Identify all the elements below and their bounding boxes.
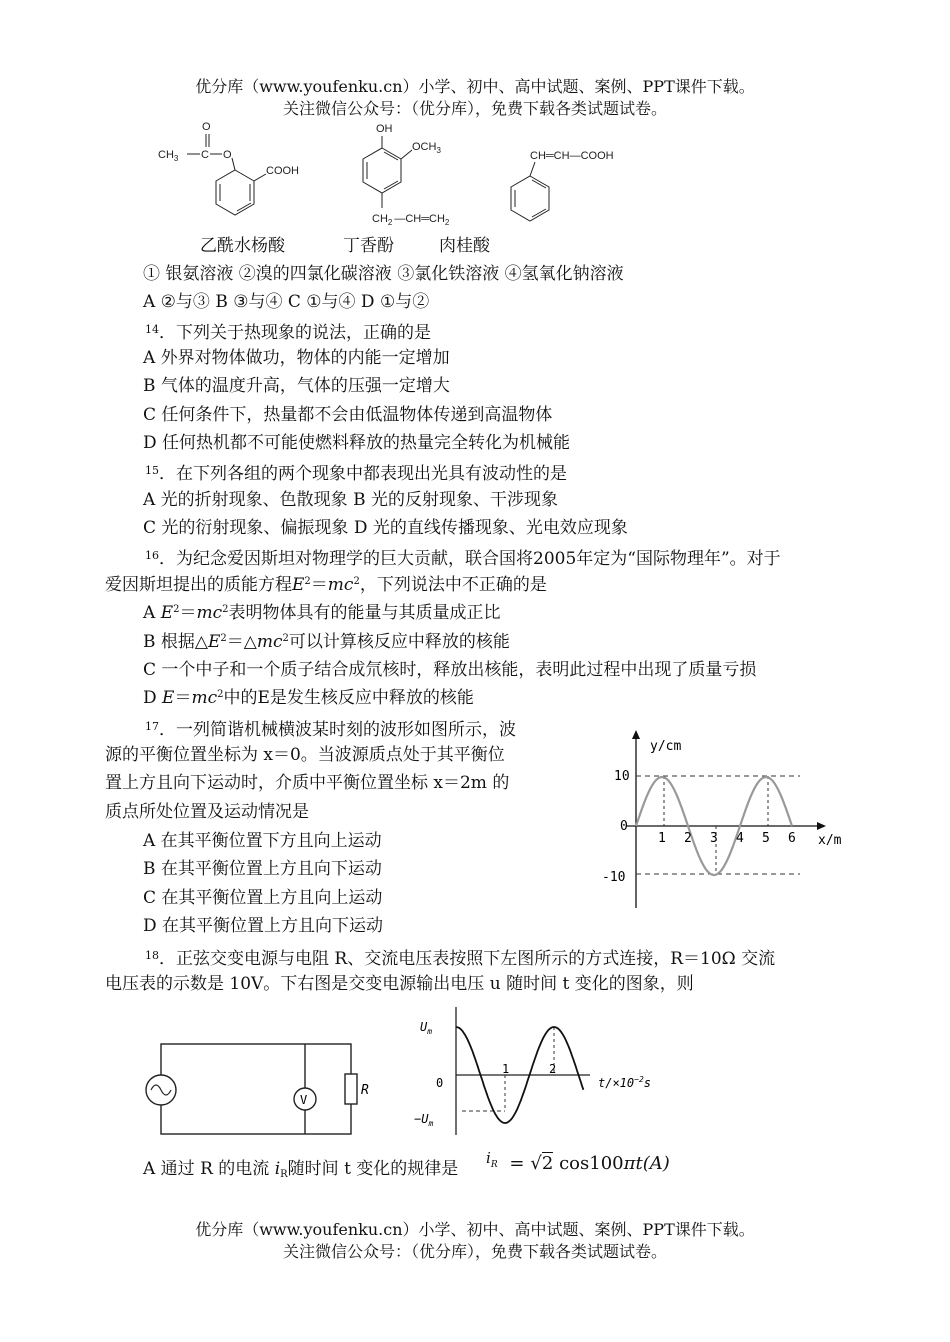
page-header-line1: 优分库（www.youfenku.cn）小学、初中、高中试题、案例、PPT课件下载。 (195, 77, 755, 96)
q14-option-a: A 外界对物体做功，物体的内能一定增加 (143, 348, 450, 368)
wave-xlabel: x/m (818, 833, 842, 848)
q16-option-c: C 一个中子和一个质子结合成氘核时，释放出核能，表明此过程中出现了质量亏损 (143, 660, 757, 680)
ac-um: $U_m$ (420, 1020, 433, 1036)
q18-a-formula: $^i_R$ = √2 cos100πt(A) (486, 1149, 670, 1174)
q17-option-a: A 在其平衡位置下方且向上运动 (143, 831, 382, 851)
page-footer-line1: 优分库（www.youfenku.cn）小学、初中、高中试题、案例、PPT课件下载。 (195, 1220, 755, 1239)
wave-x-tick-1: 1 (658, 831, 666, 846)
circuit-wires (161, 1044, 351, 1134)
aspirin-label: 乙酰水杨酸 (200, 236, 285, 256)
q16-stem-line1: $^{16}$．为纪念爱因斯坦对物理学的巨大贡献，联合国将2005年定为“国际物理年”。对于 (145, 549, 781, 569)
q16-option-d: D $E=mc^2$中的E是发生核反应中释放的核能 (143, 688, 474, 708)
q18-stem-line2: 电压表的示数是 10V。下右图是交变电源输出电压 u 随时间 t 变化的图象，则 (105, 974, 694, 994)
voltmeter-label: V (300, 1093, 308, 1107)
carbonyl-c: C (201, 149, 209, 161)
ester-o: O (223, 149, 232, 161)
ac-t1: 1 (502, 1062, 510, 1076)
cinnamic-label: 肉桂酸 (439, 236, 490, 256)
wave-x-tick-3: 3 (710, 831, 718, 846)
eugenol-oh: OH (376, 123, 393, 135)
eugenol-allyl: $CH_2$ $—CH═CH_2$ (372, 213, 450, 227)
wave-x-tick-2: 2 (684, 831, 692, 846)
ac-zero: 0 (436, 1076, 444, 1090)
wave-ylabel: y/cm (650, 739, 682, 754)
q15-options-ab: A 光的折射现象、色散现象 B 光的反射现象、干涉现象 (143, 490, 558, 510)
q18-stem-line1: $^{18}$．正弦交变电源与电阻 R、交流电压表按照下左图所示的方式连接，R＝10Ω 交流 (145, 949, 776, 969)
q17-stem-line4: 质点所处位置及运动情况是 (105, 802, 309, 822)
q16-option-b: B 根据$\triangle E^2=\triangle mc^2$可以计算核反应中释放的核能 (143, 632, 510, 652)
wave-x-arrow (817, 822, 826, 830)
cinnamic-chain: CH═CH—COOH (530, 150, 614, 162)
q15-stem: $^{15}$．在下列各组的两个现象中都表现出光具有波动性的是 (145, 464, 567, 484)
eugenol-structure (363, 123, 450, 227)
wave-x-ticks (658, 831, 796, 846)
q14-stem: $^{14}$．下列关于热现象的说法，正确的是 (145, 323, 431, 343)
page-header-line2: 关注微信公众号：（优分库），免费下载各类试题试卷。 (282, 99, 667, 118)
resistor-label: R (361, 1083, 369, 1098)
eugenol-och3: $OCH_3$ (412, 141, 441, 155)
q17-option-c: C 在其平衡位置上方且向上运动 (143, 888, 383, 908)
chemical-structures (150, 118, 670, 233)
wave-x-tick-5: 5 (762, 831, 770, 846)
wave-graph (600, 728, 855, 913)
wave-x-tick-4: 4 (736, 831, 744, 846)
q17-stem-line1: $^{17}$．一列简谐机械横波某时刻的波形如图所示，波 (145, 720, 516, 740)
q13-options: A ②与③ B ③与④ C ①与④ D ①与② (143, 292, 430, 312)
wave-y-zero: 0 (620, 819, 628, 834)
q17-option-d: D 在其平衡位置上方且向下运动 (143, 916, 384, 936)
eugenol-label: 丁香酚 (343, 236, 394, 256)
q16-option-a: A $E^2=mc^2$表明物体具有的能量与其质量成正比 (143, 603, 501, 623)
carbonyl-o: O (202, 121, 211, 133)
q14-option-b: B 气体的温度升高，气体的压强一定增大 (143, 376, 450, 396)
ac-voltage-graph (410, 1005, 680, 1140)
q17-stem-line2: 源的平衡位置坐标为 x＝0。当波源质点处于其平衡位 (105, 745, 505, 765)
q14-option-d: D 任何热机都不可能使燃料释放的热量完全转化为机械能 (143, 433, 571, 453)
q18-option-a: A 通过 R 的电流 $i_R$随时间 t 变化的规律是 (143, 1159, 459, 1180)
resistor-symbol (345, 1074, 357, 1104)
wave-x-tick-6: 6 (788, 831, 796, 846)
q14-option-c: C 任何条件下，热量都不会由低温物体传递到高温物体 (143, 405, 553, 425)
wave-y-bottom: -10 (602, 870, 626, 885)
wave-y-top: 10 (614, 769, 630, 784)
q17-option-b: B 在其平衡位置上方且向下运动 (143, 859, 382, 879)
q13-reagents: ① 银氨溶液 ②溴的四氯化碳溶液 ③氯化铁溶液 ④氢氧化钠溶液 (143, 264, 624, 284)
aspirin-structure (158, 121, 299, 215)
aspirin-cooh: COOH (266, 165, 299, 177)
ac-tlabel: $t/\times 10^{-2}s$ (598, 1075, 651, 1090)
cinnamic-structure (511, 150, 614, 221)
q16-stem-line2: 爱因斯坦提出的质能方程$E^2=mc^2$，下列说法中不正确的是 (105, 575, 547, 595)
ac-t2: 2 (549, 1062, 557, 1076)
ch3-label: $CH_3$ (158, 149, 179, 163)
page-footer-line2: 关注微信公众号：（优分库），免费下载各类试题试卷。 (282, 1242, 667, 1261)
wave-y-arrow (632, 730, 640, 739)
ac-neg-um: $-U_m$ (414, 1112, 434, 1128)
q15-options-cd: C 光的衍射现象、偏振现象 D 光的直线传播现象、光电效应现象 (143, 518, 628, 538)
circuit-diagram (145, 1040, 369, 1140)
q17-stem-line3: 置上方且向下运动时，介质中平衡位置坐标 x＝2m 的 (105, 773, 510, 793)
